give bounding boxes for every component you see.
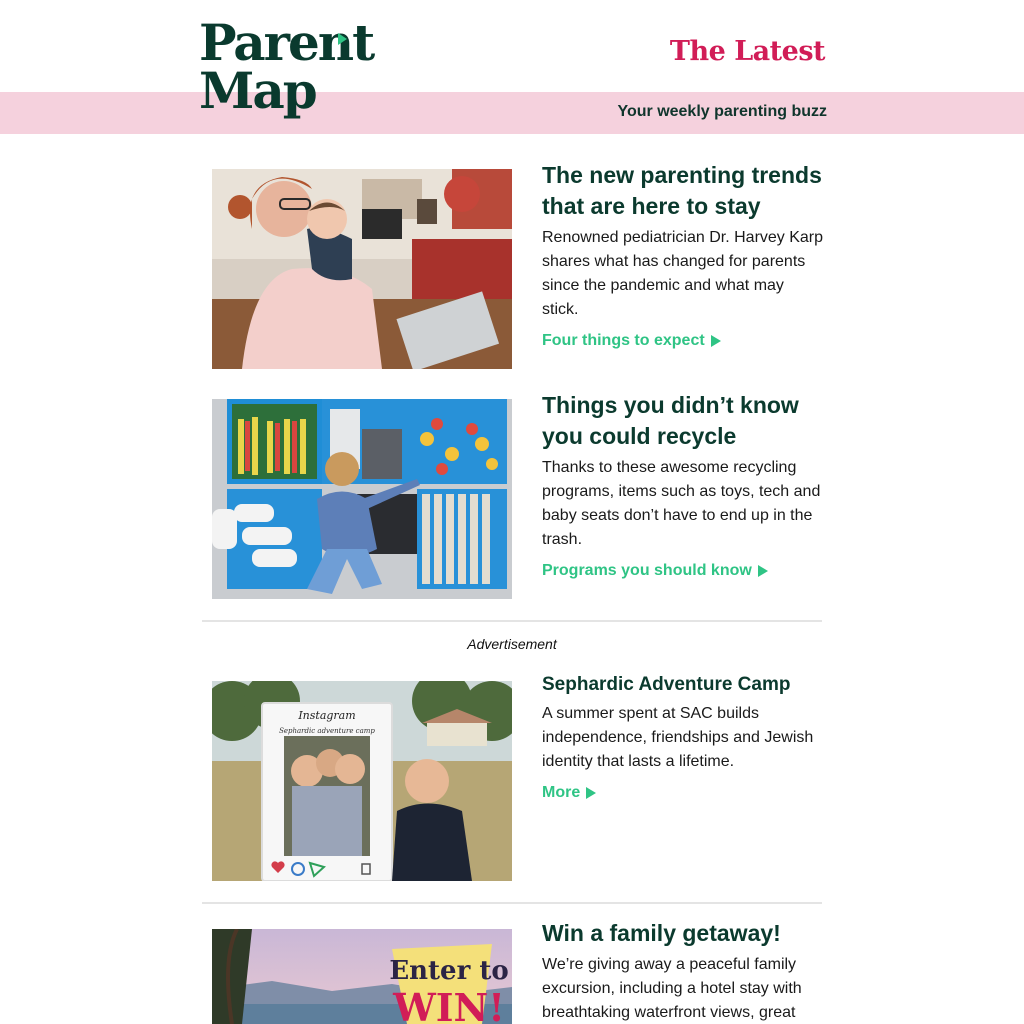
article-card xyxy=(212,390,824,600)
contest-text xyxy=(542,918,824,1024)
contest-image[interactable] xyxy=(212,929,512,1024)
logo-line-1: Parent xyxy=(199,13,374,72)
play-arrow-icon xyxy=(758,565,768,577)
ad-title[interactable]: Sephardic Adventure Camp xyxy=(542,674,791,695)
ad-image-camp[interactable] xyxy=(212,681,512,881)
section-title: The Latest xyxy=(669,36,825,67)
article-text xyxy=(542,160,824,350)
cta-label: Programs you should know xyxy=(542,562,752,579)
badge-line-2: WIN! xyxy=(393,985,505,1024)
article-card xyxy=(212,160,824,370)
article-text xyxy=(542,390,824,580)
cta-label: Four things to expect xyxy=(542,332,705,349)
badge-line-1: Enter to xyxy=(389,956,509,986)
ad-card xyxy=(212,672,824,887)
section-divider xyxy=(202,902,822,904)
play-arrow-icon xyxy=(711,335,721,347)
contest-description: We’re giving away a peaceful family excursion, including a hotel stay with breathtaking waterfront views, great xyxy=(542,956,802,1021)
contest-card xyxy=(212,918,824,1024)
article-description: Thanks to these awesome recycling programs, items such as toys, tech and baby seats don’t have to end up in the trash. xyxy=(542,459,821,548)
logo-line-2: Map xyxy=(199,61,316,120)
tagline: Your weekly parenting buzz xyxy=(617,103,827,120)
contest-title[interactable]: Win a family getaway! xyxy=(542,920,781,946)
article-title[interactable]: The new parenting trends that are here to stay xyxy=(542,162,822,219)
parentmap-logo[interactable] xyxy=(199,13,374,124)
advertisement-label: Advertisement xyxy=(467,636,557,652)
section-divider xyxy=(202,620,822,622)
ad-cta-link[interactable] xyxy=(542,784,596,802)
article-cta-link[interactable] xyxy=(542,332,721,350)
logo-triangle-icon xyxy=(338,33,347,45)
play-arrow-icon xyxy=(586,787,596,799)
article-title[interactable]: Things you didn’t know you could recycle xyxy=(542,392,799,449)
cta-label: More xyxy=(542,784,581,801)
frame-subcaption: Sephardic adventure camp xyxy=(279,727,375,735)
tagline-band xyxy=(0,92,1024,134)
article-image-recycling[interactable] xyxy=(212,399,512,599)
frame-caption: Instagram xyxy=(298,709,356,722)
article-cta-link[interactable] xyxy=(542,562,768,580)
article-image-mother-baby[interactable] xyxy=(212,169,512,369)
ad-text xyxy=(542,672,824,802)
article-description: Renowned pediatrician Dr. Harvey Karp shares what has changed for parents since the pandemic and what may stick. xyxy=(542,229,824,318)
ad-description: A summer spent at SAC builds independence, friendships and Jewish identity that lasts a lifetime. xyxy=(542,705,814,770)
